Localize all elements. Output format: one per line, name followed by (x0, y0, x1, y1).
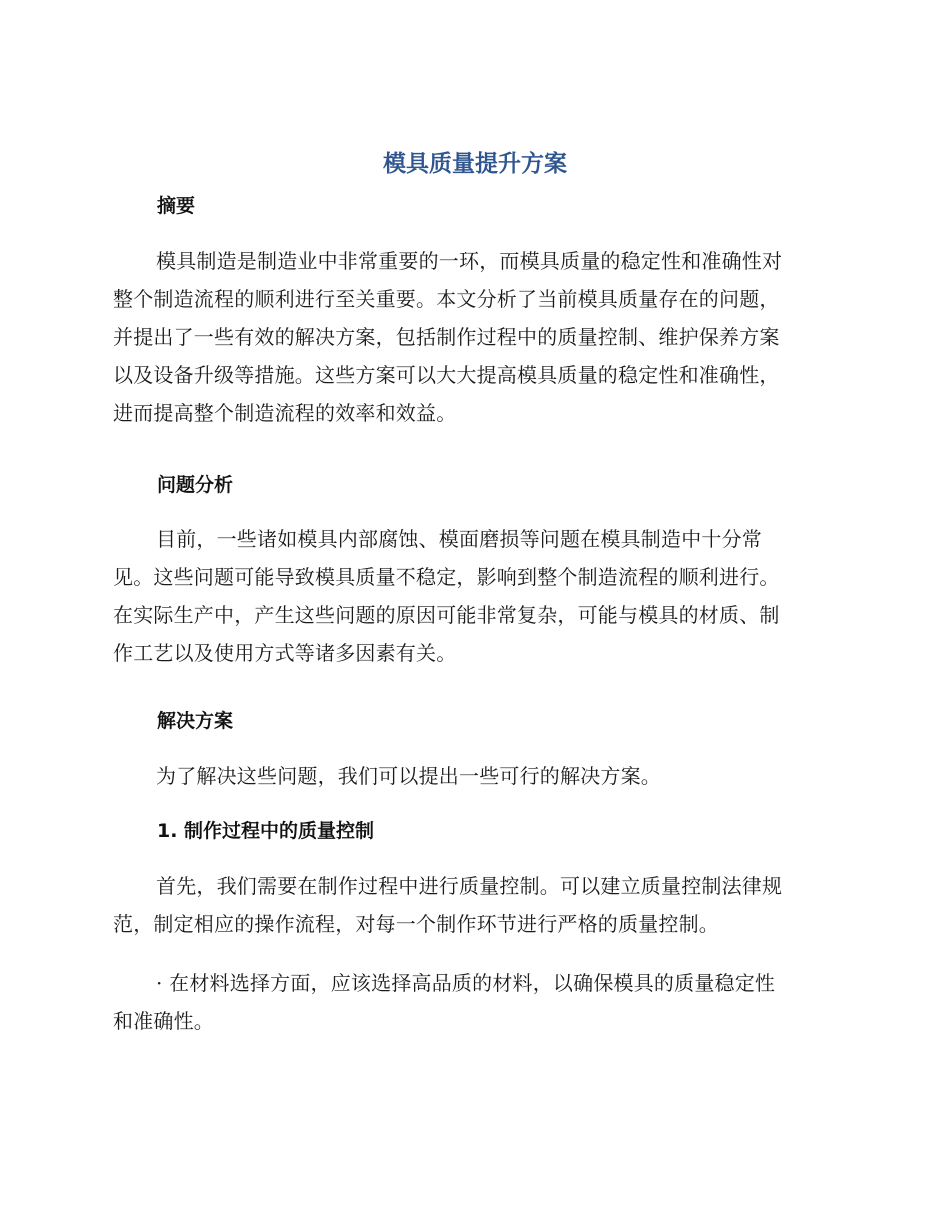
bullet-line: 和准确性。 (113, 1009, 214, 1033)
bullet-paragraph-material (113, 964, 835, 1040)
analysis-paragraph (113, 520, 835, 672)
quality-control-paragraph (113, 867, 835, 943)
abstract-line: 以及设备升级等措施。这些方案可以大大提高模具质量的稳定性和准确性， (113, 363, 780, 387)
section-heading-analysis: 问题分析 (157, 474, 234, 496)
abstract-line: 进而提高整个制造流程的效率和效益。 (113, 401, 457, 425)
analysis-line: 目前，一些诸如模具内部腐蚀、模面磨损等问题在模具制造中十分常 (156, 527, 762, 551)
abstract-line: 整个制造流程的顺利进行至关重要。本文分析了当前模具质量存在的问题， (113, 287, 780, 311)
abstract-line: 模具制造是制造业中非常重要的一环，而模具质量的稳定性和准确性对 (156, 249, 783, 273)
bullet-line: · 在材料选择方面，应该选择高品质的材料，以确保模具的质量稳定性 (156, 971, 776, 995)
section-heading-abstract: 摘要 (157, 195, 196, 217)
analysis-line: 见。这些问题可能导致模具质量不稳定，影响到整个制造流程的顺利进行。 (113, 565, 780, 589)
analysis-line: 作工艺以及使用方式等诸多因素有关。 (113, 641, 457, 665)
quality-control-line: 范，制定相应的操作流程，对每一个制作环节进行严格的质量控制。 (113, 912, 719, 936)
analysis-line: 在实际生产中，产生这些问题的原因可能非常复杂，可能与模具的材质、制 (113, 603, 780, 627)
abstract-paragraph (113, 242, 835, 432)
quality-control-line: 首先，我们需要在制作过程中进行质量控制。可以建立质量控制法律规 (156, 874, 783, 898)
solution-intro-line: 为了解决这些问题，我们可以提出一些可行的解决方案。 (156, 764, 661, 788)
solution-intro-paragraph (113, 757, 835, 795)
section-heading-solution: 解决方案 (157, 710, 234, 732)
abstract-line: 并提出了一些有效的解决方案，包括制作过程中的质量控制、维护保养方案 (113, 325, 780, 349)
document-title: 模具质量提升方案 (383, 151, 567, 177)
subsection-heading-quality-control: 1. 制作过程中的质量控制 (157, 820, 375, 842)
